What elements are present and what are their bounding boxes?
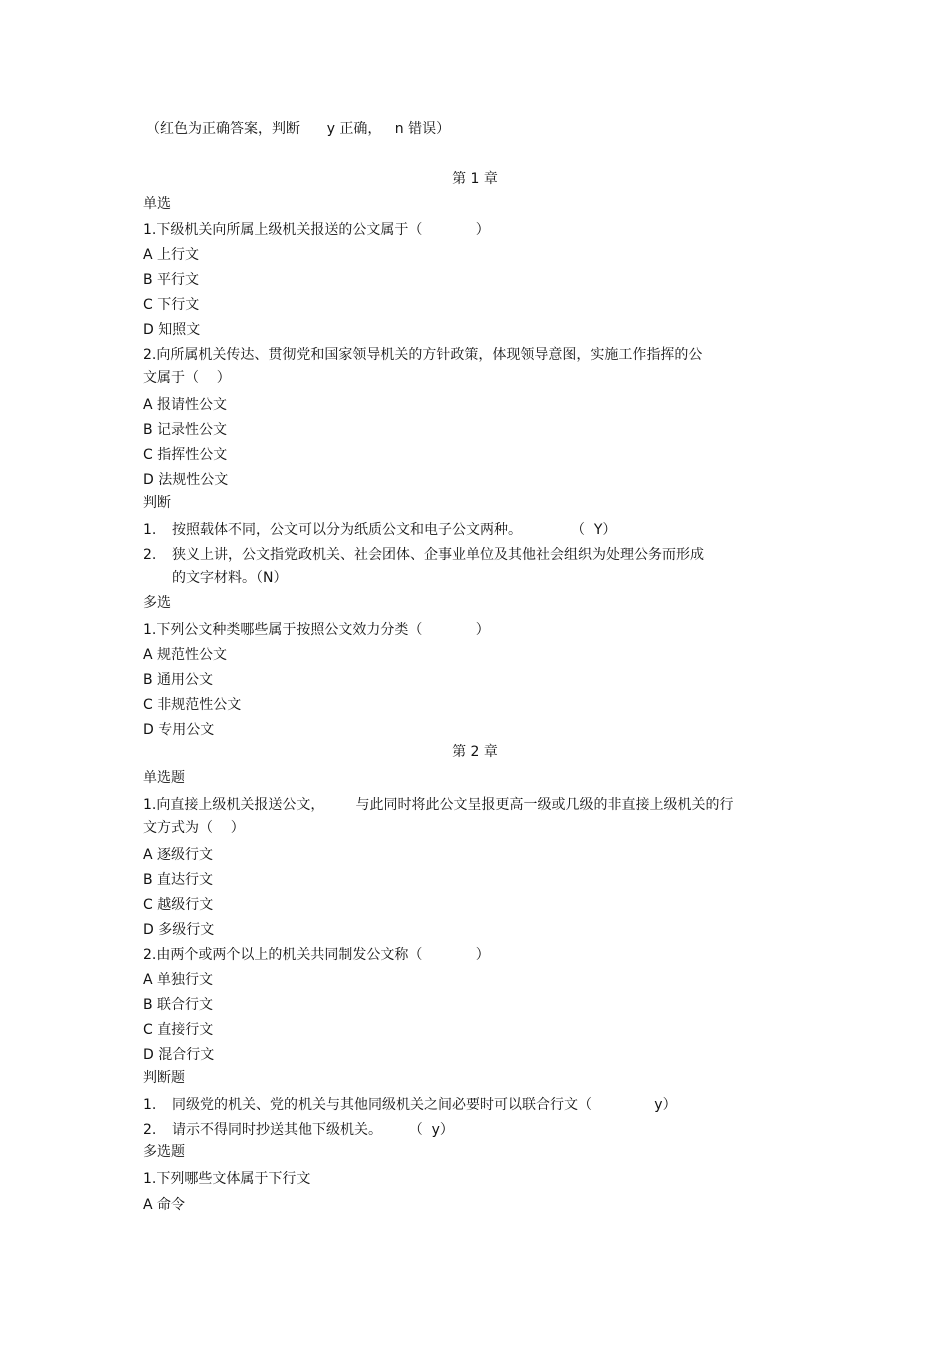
option-item: C 直接行文 [143, 1022, 214, 1038]
question-text: 1.下级机关向所属上级机关报送的公文属于（ ） [143, 222, 490, 238]
judge-number: 1. [143, 1097, 157, 1113]
judge-text: 狭义上讲，公文指党政机关、社会团体、企事业单位及其他社会组织为处理公务而形成 [172, 547, 704, 563]
chapter-2-title: 第 2 章 [452, 744, 498, 760]
option-item: C 指挥性公文 [143, 447, 228, 463]
option-item: A 报请性公文 [143, 397, 228, 413]
section-judge: 判断题 [143, 1070, 185, 1086]
option-item: B 联合行文 [143, 997, 214, 1013]
option-item: A 命令 [143, 1197, 186, 1213]
question-text: 1.向直接上级机关报送公文， 与此同时将此公文呈报更高一级或几级的非直接上级机关的行 [143, 797, 734, 813]
question-text: 1.下列公文种类哪些属于按照公文效力分类（ ） [143, 622, 490, 638]
section-multi-choice: 多选题 [143, 1144, 185, 1160]
option-item: A 单独行文 [143, 972, 214, 988]
judge-text: 同级党的机关、党的机关与其他同级机关之间必要时可以联合行文（ y） [172, 1097, 677, 1113]
option-item: D 混合行文 [143, 1047, 215, 1063]
judge-text-cont: 的文字材料。（N） [172, 570, 288, 586]
option-item: C 越级行文 [143, 897, 214, 913]
option-item: C 非规范性公文 [143, 697, 242, 713]
option-item: A 规范性公文 [143, 647, 228, 663]
judge-number: 2. [143, 1122, 157, 1138]
answer-note: （红色为正确答案，判断 y 正确， n 错误） [146, 121, 451, 137]
section-single-choice: 单选 [143, 196, 171, 212]
option-item: B 通用公文 [143, 672, 214, 688]
section-multi-choice: 多选 [143, 595, 171, 611]
option-item: A 逐级行文 [143, 847, 214, 863]
question-text-cont: 文属于（ ） [143, 370, 231, 386]
option-item: C 下行文 [143, 297, 200, 313]
question-text: 1.下列哪些文体属于下行文 [143, 1171, 311, 1187]
option-item: D 知照文 [143, 322, 201, 338]
section-judge: 判断 [143, 495, 171, 511]
option-item: B 平行文 [143, 272, 200, 288]
chapter-1-title: 第 1 章 [452, 171, 498, 187]
question-text: 2.向所属机关传达、贯彻党和国家领导机关的方针政策，体现领导意图，实施工作指挥的公 [143, 347, 703, 363]
option-item: A 上行文 [143, 247, 200, 263]
section-single-choice: 单选题 [143, 770, 185, 786]
judge-number: 1. [143, 522, 157, 538]
question-text: 2.由两个或两个以上的机关共同制发公文称（ ） [143, 947, 490, 963]
option-item: D 法规性公文 [143, 472, 229, 488]
option-item: B 记录性公文 [143, 422, 228, 438]
option-item: B 直达行文 [143, 872, 214, 888]
option-item: D 专用公文 [143, 722, 215, 738]
judge-number: 2. [143, 547, 157, 563]
option-item: D 多级行文 [143, 922, 215, 938]
judge-text: 请示不得同时抄送其他下级机关。 （ y） [172, 1122, 454, 1138]
question-text-cont: 文方式为（ ） [143, 820, 245, 836]
judge-text: 按照载体不同，公文可以分为纸质公文和电子公文两种。 （ Y） [172, 522, 617, 538]
